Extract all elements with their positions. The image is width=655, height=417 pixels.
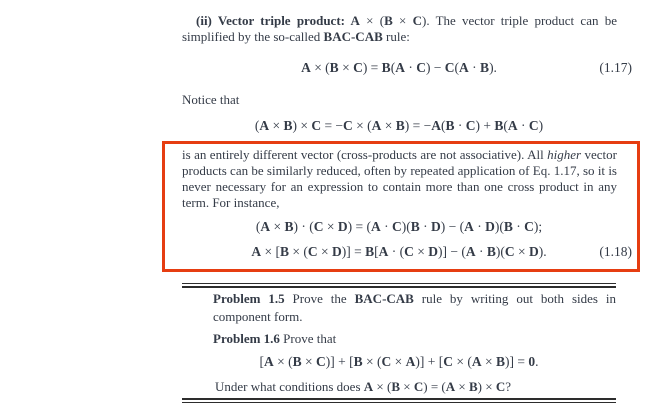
- problems-section-rule-bottom: [182, 398, 616, 403]
- associativity-equation: (A × B) × C = −C × (A × B) = −A(B · C) + B(A · C): [254, 118, 544, 133]
- equation-1-17-number: (1.17): [599, 60, 632, 75]
- problems-section-rule-top: [182, 283, 616, 288]
- equation-1-18-number: (1.18): [599, 244, 632, 259]
- equation-1-17: A × (B × C) = B(A · C) − C(A · B).: [301, 60, 497, 75]
- intro-paragraph: (ii) Vector triple product: A × (B × C). The vector triple product can be simplified by the so-called BAC-CAB rule:: [182, 13, 617, 44]
- problem-1-6-question: Under what conditions does A × (B × C) = (A × B) × C?: [215, 379, 511, 394]
- jacobi-identity-equation: [A × (B × C)] + [B × (C × A)] + [C × (A × B)] = 0.: [259, 354, 539, 369]
- highlight-box-paragraph: is an entirely different vector (cross-products are not associative). All higher vector products can be similarly reduced, often by repeated application of Eq. 1.17, so it is never necessary for an expression to contain more than one cross product in any term. For instance,: [182, 147, 617, 210]
- problem-1-6-intro: Problem 1.6 Prove that: [213, 331, 337, 346]
- dot-product-identity-equation: (A × B) · (C × D) = (A · C)(B · D) − (A · D)(B · C);: [255, 219, 543, 234]
- problem-1-5: Problem 1.5 Prove the BAC-CAB rule by writing out both sides in component form.: [213, 291, 616, 324]
- notice-label: Notice that: [182, 92, 240, 107]
- equation-1-18: A × [B × (C × D)] = B[A · (C × D)] − (A · B)(C × D).: [251, 244, 547, 259]
